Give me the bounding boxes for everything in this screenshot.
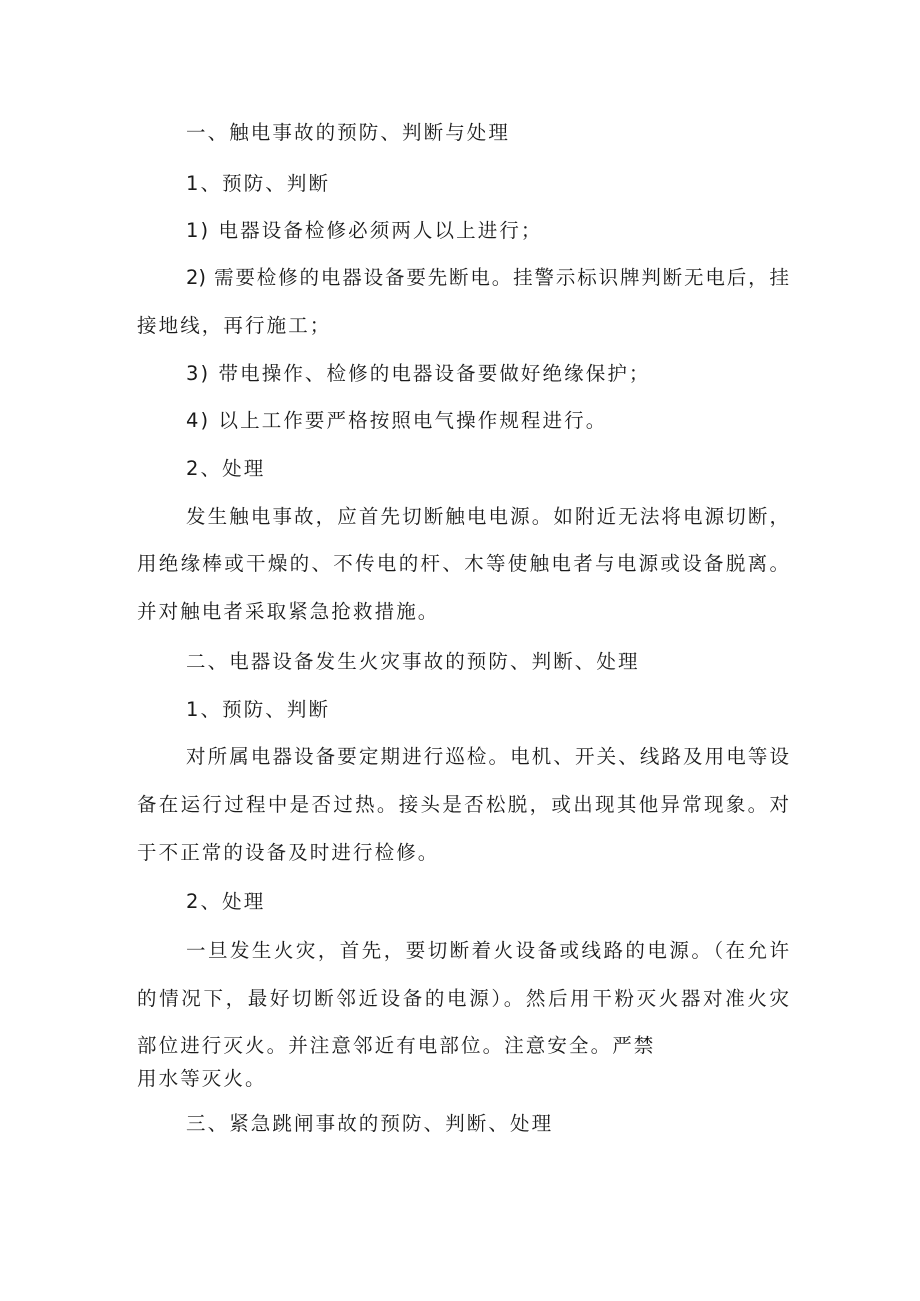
paragraph-3-line-4: 用水等灭火。 — [137, 1067, 267, 1090]
subheading-handling-1: 2、处理 — [186, 457, 266, 480]
paragraph-3-line-1: 一旦发生火灾，首先，要切断着火设备或线路的电源。（在允许 — [186, 939, 789, 962]
list-item-4: 4) 以上工作要严格按照电气操作规程进行。 — [186, 409, 608, 432]
paragraph-1-line-3: 并对触电者采取紧急抢救措施。 — [137, 600, 440, 623]
list-item-3: 3) 带电操作、检修的电器设备要做好绝缘保护； — [186, 362, 651, 385]
paragraph-2-line-2: 备在运行过程中是否过热。接头是否松脱，或出现其他异常现象。对 — [137, 793, 789, 816]
section-heading-1: 一、触电事故的预防、判断与处理 — [186, 121, 511, 144]
list-item-2-line-1: 2) 需要检修的电器设备要先断电。挂警示标识牌判断无电后，挂 — [186, 266, 789, 289]
paragraph-1-line-2: 用绝缘棒或干燥的、不传电的杆、木等使触电者与电源或设备脱离。 — [137, 552, 789, 575]
paragraph-2-line-3: 于不正常的设备及时进行检修。 — [137, 841, 440, 864]
subheading-handling-2: 2、处理 — [186, 890, 266, 913]
paragraph-1-line-1: 发生触电事故，应首先切断触电电源。如附近无法将电源切断， — [186, 505, 789, 528]
section-heading-2: 二、电器设备发生火灾事故的预防、判断、处理 — [186, 650, 640, 673]
subheading-prevention-1: 1、预防、判断 — [186, 172, 331, 195]
paragraph-3-line-3: 部位进行灭火。并注意邻近有电部位。注意安全。严禁 — [137, 1034, 656, 1057]
list-item-2-line-2: 接地线，再行施工； — [137, 314, 332, 337]
subheading-prevention-2: 1、预防、判断 — [186, 698, 331, 721]
section-heading-3: 三、紧急跳闸事故的预防、判断、处理 — [186, 1112, 554, 1135]
paragraph-3-line-2: 的情况下，最好切断邻近设备的电源）。然后用干粉灭火器对准火灾 — [137, 987, 789, 1010]
list-item-1: 1) 电器设备检修必须两人以上进行； — [186, 219, 543, 242]
paragraph-2-line-1: 对所属电器设备要定期进行巡检。电机、开关、线路及用电等设 — [186, 745, 789, 768]
